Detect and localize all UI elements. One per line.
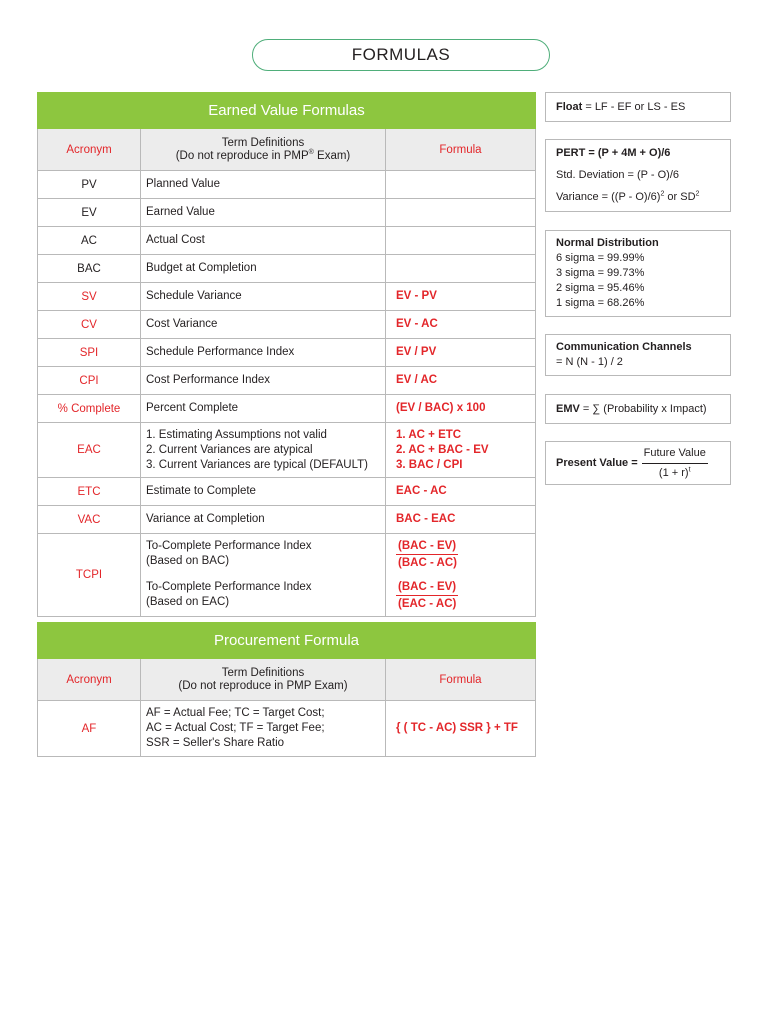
term-cell: Schedule Variance xyxy=(141,283,386,311)
normal-distribution-title: Normal Distribution xyxy=(556,237,659,249)
tcpi-bac-denominator: (BAC - AC) xyxy=(398,556,457,569)
formula-cell: EAC - AC xyxy=(386,478,536,506)
pert-formula: PERT = (P + 4M + O)/6 xyxy=(556,147,671,159)
table-row xyxy=(38,478,536,506)
acronym-cell: CV xyxy=(38,311,141,339)
term-column-header xyxy=(141,129,386,171)
term-header-line2: (Do not reproduce in PMP® Exam) xyxy=(175,148,351,162)
table-row xyxy=(38,227,536,255)
acronym-cell: SV xyxy=(38,283,141,311)
eac-formula-1: 1. AC + ETC xyxy=(396,428,462,441)
formula-cell: (EV / BAC) x 100 xyxy=(386,395,536,423)
present-value-numerator: Future Value xyxy=(642,446,708,464)
formula-cell xyxy=(386,255,536,283)
formula-cell: EV - PV xyxy=(386,283,536,311)
tcpi-eac-fraction xyxy=(396,579,458,612)
table-row xyxy=(38,395,536,423)
communication-channels-title: Communication Channels xyxy=(556,341,692,353)
formula-cell: BAC - EAC xyxy=(386,506,536,534)
term-cell: Cost Performance Index xyxy=(141,367,386,395)
tcpi-eac-numerator: (BAC - EV) xyxy=(396,579,458,596)
formula-cell: EV / AC xyxy=(386,367,536,395)
af-term-1: AF = Actual Fee; TC = Target Cost; xyxy=(146,707,325,719)
tcpi-eac-denominator: (EAC - AC) xyxy=(398,597,457,610)
page-title: FORMULAS xyxy=(252,39,550,71)
present-value-label: Present Value = xyxy=(556,456,638,469)
term-cell xyxy=(141,423,386,478)
acronym-cell: ETC xyxy=(38,478,141,506)
std-deviation-formula: Std. Deviation = (P - O)/6 xyxy=(556,169,679,181)
formula-cell xyxy=(386,171,536,199)
present-value-formula xyxy=(556,446,720,481)
term-cell: Schedule Performance Index xyxy=(141,339,386,367)
term-cell: Variance at Completion xyxy=(141,506,386,534)
tcpi-bac-term-line2: (Based on BAC) xyxy=(146,555,230,568)
term-cell: Budget at Completion xyxy=(141,255,386,283)
term-cell xyxy=(141,701,386,757)
present-value-denominator: $(1 + r)^t$ xyxy=(658,465,691,479)
present-value-fraction xyxy=(642,446,708,481)
table-row xyxy=(38,171,536,199)
table-header-row xyxy=(38,129,536,171)
term-header-line1: Term Definitions xyxy=(221,666,305,679)
sigma-line: 2 sigma = 95.46% xyxy=(556,282,645,294)
tcpi-bac-numerator: (BAC - EV) xyxy=(396,538,458,555)
acronym-column-header: Acronym xyxy=(38,129,141,171)
acronym-cell: TCPI xyxy=(38,534,141,617)
table-row xyxy=(38,255,536,283)
procurement-table xyxy=(37,622,536,757)
term-header-line2: (Do not reproduce in PMP Exam) xyxy=(178,679,348,692)
emv-box xyxy=(545,394,731,424)
term-cell: Planned Value xyxy=(141,171,386,199)
eac-formula-2: 2. AC + BAC - EV xyxy=(396,443,489,456)
tcpi-row-bac xyxy=(38,534,536,575)
earned-value-table xyxy=(37,92,536,617)
table-row xyxy=(38,339,536,367)
formula-cell: EV / PV xyxy=(386,339,536,367)
acronym-cell: EV xyxy=(38,199,141,227)
formula-cell xyxy=(386,227,536,255)
tcpi-bac-term-line1: To-Complete Performance Index xyxy=(146,540,312,553)
acronym-cell: CPI xyxy=(38,367,141,395)
sigma-line: 3 sigma = 99.73% xyxy=(556,267,645,279)
tcpi-eac-term-line1: To-Complete Performance Index xyxy=(146,581,312,594)
formula-cell xyxy=(386,199,536,227)
float-formula: Float = LF - EF or LS - ES xyxy=(556,100,686,113)
communication-channels-box xyxy=(545,334,731,376)
term-cell: Actual Cost xyxy=(141,227,386,255)
formula-column-header: Formula xyxy=(386,659,536,701)
term-header-line1: Term Definitions xyxy=(221,136,305,149)
table-row xyxy=(38,506,536,534)
sigma-line: 1 sigma = 68.26% xyxy=(556,297,645,309)
term-cell xyxy=(141,534,386,575)
present-value-box xyxy=(545,441,731,485)
term-column-header xyxy=(141,659,386,701)
table-row xyxy=(38,701,536,757)
acronym-cell: AC xyxy=(38,227,141,255)
term-cell: Earned Value xyxy=(141,199,386,227)
eac-term-1: 1. Estimating Assumptions not valid xyxy=(146,428,327,441)
term-cell: Percent Complete xyxy=(141,395,386,423)
formula-cell xyxy=(386,423,536,478)
table-row xyxy=(38,199,536,227)
table-row xyxy=(38,311,536,339)
acronym-cell: EAC xyxy=(38,423,141,478)
tcpi-bac-fraction xyxy=(396,538,459,571)
formula-column-header: Formula xyxy=(386,129,536,171)
variance-formula: Variance = ((P - O)/6)$^2$ or $SD^2$ xyxy=(556,190,700,203)
eac-row xyxy=(38,423,536,478)
table-row xyxy=(38,283,536,311)
formula-cell xyxy=(386,534,536,575)
table-row xyxy=(38,367,536,395)
acronym-column-header: Acronym xyxy=(38,659,141,701)
pert-box xyxy=(545,139,731,212)
emv-formula: EMV = ∑ (Probability x Impact) xyxy=(556,402,707,415)
af-term-2: AC = Actual Cost; TF = Target Fee; xyxy=(146,722,325,734)
procurement-table-title: Procurement Formula xyxy=(38,623,536,659)
formula-cell xyxy=(386,575,536,617)
table-header-row xyxy=(38,659,536,701)
float-box xyxy=(545,92,731,122)
acronym-cell: SPI xyxy=(38,339,141,367)
term-cell: Estimate to Complete xyxy=(141,478,386,506)
acronym-cell: VAC xyxy=(38,506,141,534)
tcpi-eac-term-line2: (Based on EAC) xyxy=(146,596,230,609)
af-term-3: SSR = Seller's Share Ratio xyxy=(146,737,285,749)
formula-cell: EV - AC xyxy=(386,311,536,339)
term-cell: Cost Variance xyxy=(141,311,386,339)
acronym-cell: % Complete xyxy=(38,395,141,423)
normal-distribution-box xyxy=(545,230,731,317)
formula-cell: { ( TC - AC) SSR } + TF xyxy=(386,701,536,757)
acronym-cell: PV xyxy=(38,171,141,199)
eac-term-3: 3. Current Variances are typical (DEFAULT) xyxy=(146,458,368,471)
eac-formula-3: 3. BAC / CPI xyxy=(396,458,463,471)
earned-value-table-title: Earned Value Formulas xyxy=(38,93,536,129)
acronym-cell: BAC xyxy=(38,255,141,283)
acronym-cell: AF xyxy=(38,701,141,757)
sigma-line: 6 sigma = 99.99% xyxy=(556,252,645,264)
eac-term-2: 2. Current Variances are atypical xyxy=(146,443,313,456)
term-cell xyxy=(141,575,386,617)
communication-channels-formula: = N (N - 1) / 2 xyxy=(556,356,623,368)
